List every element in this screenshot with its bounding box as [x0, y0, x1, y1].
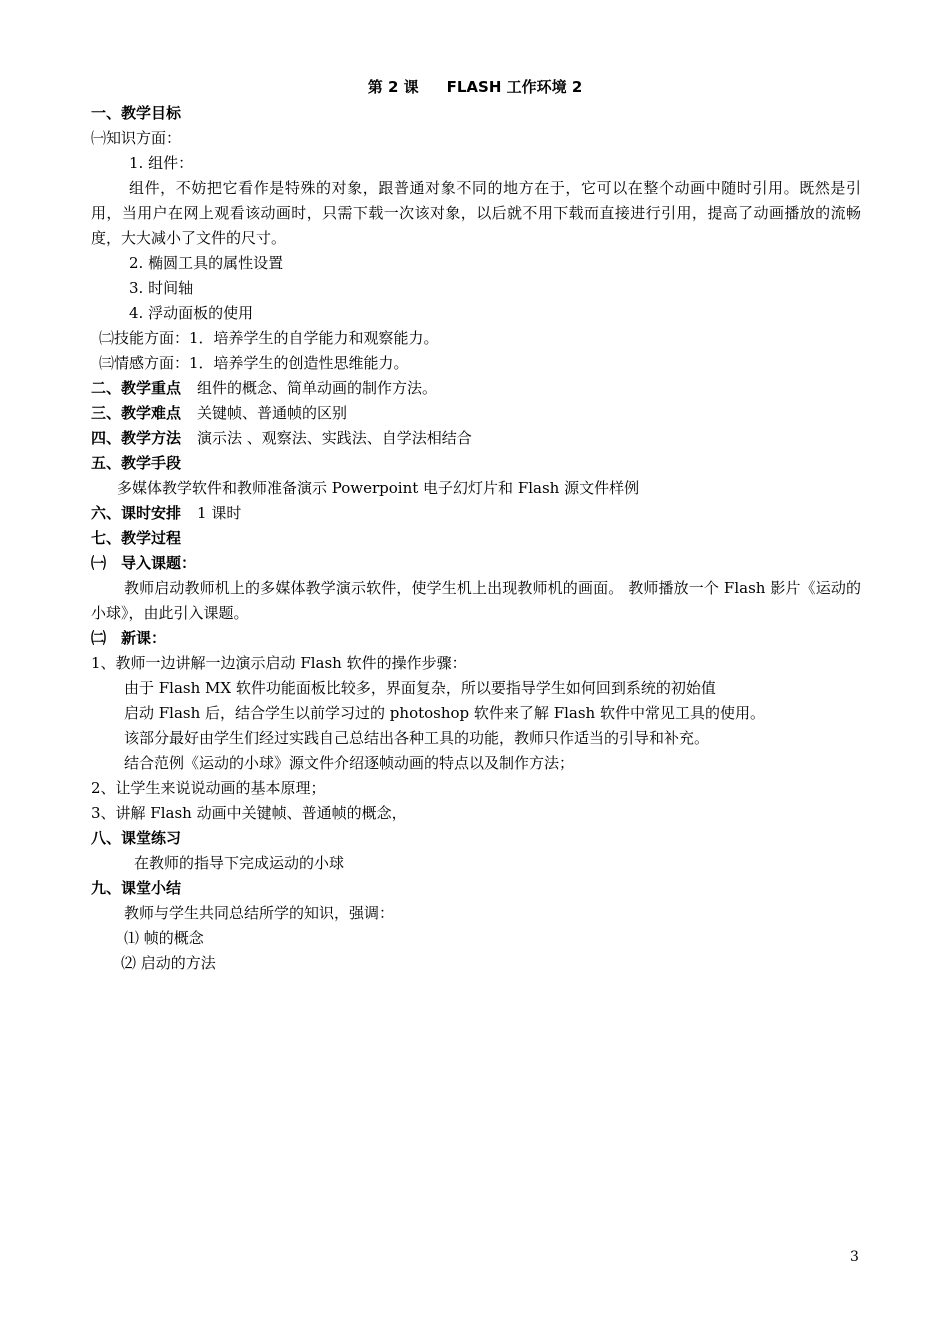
subsection-heading: ㈠ 导入课题： — [91, 554, 197, 572]
section-text: 在教师的指导下完成运动的小球 — [134, 854, 345, 872]
subsection-line: ㈡技能方面：1．培养学生的自学能力和观察能力。 — [99, 329, 439, 347]
list-item: ⑴ 帧的概念 — [124, 929, 204, 947]
section-heading: 三、教学难点 — [91, 404, 182, 422]
section-text: 多媒体教学软件和教师准备演示 Powerpoint 电子幻灯片和 Flash 源文件样例 — [117, 479, 640, 497]
section-heading: 八、课堂练习 — [91, 829, 182, 847]
section-heading: 九、课堂小结 — [91, 879, 182, 897]
section-text: 组件的概念、简单动画的制作方法。 — [197, 379, 438, 397]
paragraph: 组件，不妨把它看作是特殊的对象，跟普通对象不同的地方在于，它可以在整个动画中随时引用。既然是引用，当用户在网上观看该动画时，只需下载一次该对象，以后就不用下载而直接进行引用，提高了动画播放的流畅度，大大减小了文件的尺寸。 — [91, 179, 861, 247]
subsection-heading: ㈡ 新课： — [91, 629, 167, 647]
list-item-detail: 该部分最好由学生们经过实践自己总结出各种工具的功能，教师只作适当的引导和补充。 — [124, 729, 710, 747]
section-line — [91, 426, 861, 451]
section-text: 教师与学生共同总结所学的知识，强调： — [124, 904, 395, 922]
section-heading: 五、教学手段 — [91, 454, 182, 472]
section-heading: 六、课时安排 — [91, 504, 182, 522]
list-item: 1、教师一边讲解一边演示启动 Flash 软件的操作步骤： — [91, 654, 467, 672]
document-title — [0, 76, 950, 97]
paragraph: 教师启动教师机上的多媒体教学演示软件，使学生机上出现教师机的画面。 教师播放一个 Flash 影片《运动的小球》，由此引入课题。 — [91, 579, 861, 622]
page-number: 3 — [850, 1249, 859, 1265]
list-item: 3. 时间轴 — [129, 279, 194, 297]
lesson-topic: FLASH 工作环境 2 — [446, 78, 583, 96]
list-item: 1. 组件： — [129, 154, 194, 172]
section-heading: 一、教学目标 — [91, 104, 182, 122]
section-heading: 七、教学过程 — [91, 529, 182, 547]
section-line — [91, 376, 861, 401]
section-line — [91, 401, 861, 426]
section-heading: 二、教学重点 — [91, 379, 182, 397]
section-text: 演示法 、观察法、实践法、自学法相结合 — [197, 429, 472, 447]
list-item-detail: 结合范例《运动的小球》源文件介绍逐帧动画的特点以及制作方法； — [124, 754, 575, 772]
lesson-number: 第 2 课 — [367, 78, 419, 96]
list-item: 3、讲解 Flash 动画中关键帧、普通帧的概念， — [91, 804, 407, 822]
list-item: 2. 椭圆工具的属性设置 — [129, 254, 284, 272]
section-line — [91, 501, 861, 526]
list-item-detail: 由于 Flash MX 软件功能面板比较多，界面复杂，所以要指导学生如何回到系统的初始值 — [124, 679, 716, 697]
section-text: 关键帧、普通帧的区别 — [197, 404, 348, 422]
list-item: 4. 浮动面板的使用 — [129, 304, 254, 322]
list-item: ⑵ 启动的方法 — [121, 954, 216, 972]
document-body — [91, 101, 861, 976]
section-text: 1 课时 — [197, 504, 242, 522]
section-heading: 四、教学方法 — [91, 429, 182, 447]
list-item: 2、让学生来说说动画的基本原理； — [91, 779, 326, 797]
list-item-detail: 启动 Flash 后，结合学生以前学习过的 photoshop 软件来了解 Flash 软件中常见工具的使用。 — [124, 704, 765, 722]
subsection-line: ㈢情感方面：1．培养学生的创造性思维能力。 — [99, 354, 409, 372]
subsection-heading: ㈠知识方面： — [91, 129, 182, 147]
